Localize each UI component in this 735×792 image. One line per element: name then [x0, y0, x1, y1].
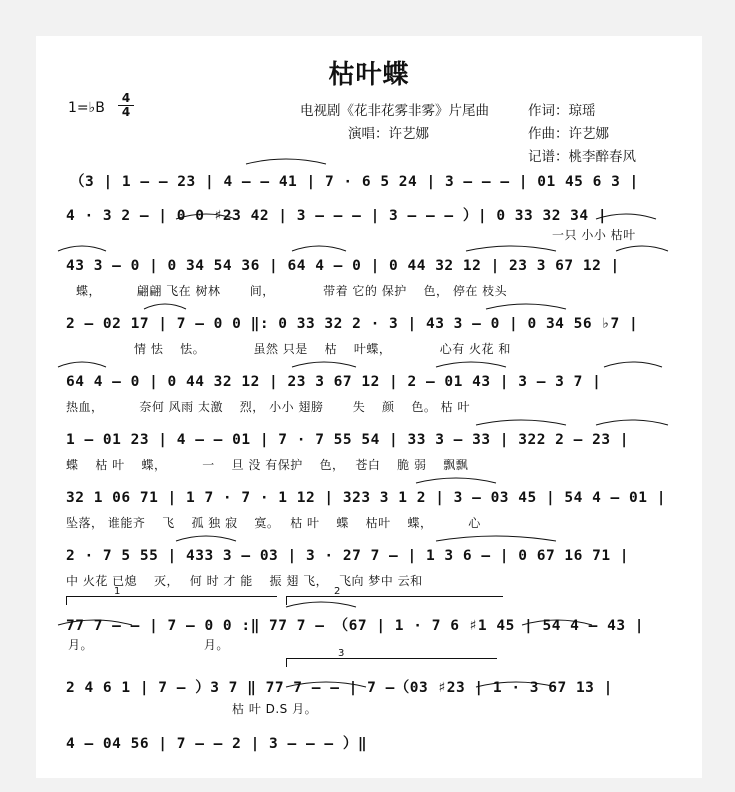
time-denominator: 4 — [118, 105, 134, 119]
volta-number-3: 3 — [338, 648, 345, 659]
system-lyrics-5: 热血， 奈何 风雨 太激 烈， 小小 翅膀 失 颜 色。 枯 叶 — [66, 400, 470, 414]
time-numerator: 4 — [121, 91, 131, 105]
slur-arc — [292, 362, 356, 367]
key-signature: 1=♭B — [68, 100, 105, 116]
slur-arc — [58, 620, 132, 625]
slur-arc — [476, 420, 566, 425]
slur-arc — [246, 159, 326, 164]
slur-arc — [176, 536, 236, 541]
system-lyrics-7: 坠落， 谁能齐 飞 孤 独 寂 寞。 枯 叶 蝶 枯叶 蝶， 心 — [66, 516, 481, 530]
transcriber-credit: 记谱：桃李醉春风 — [528, 149, 636, 165]
system-notes-6: 1 – 01 23 | 4 – – 01 | 7 · 7 55 54 | 33 3 – 33 | 322 2 – 23 | — [66, 432, 630, 448]
system-notes-10: 2 4 6 1 | 7 – ）3 7 ‖ 77 7 – – | 7 –（03 ♯23 | 1 · 3 67 13 | — [66, 680, 613, 696]
song-title: 枯叶蝶 — [328, 60, 410, 90]
system-lyrics-4: 情 怯 怯。 虽然 只是 枯 叶蝶， 心有 火花 和 — [134, 342, 511, 356]
system-notes-1: （3 | 1 – – 23 | 4 – – 41 | 7 · 6 5 24 | 3 – – – | 01 45 6 3 | — [70, 174, 639, 190]
slur-arc — [58, 246, 106, 251]
slur-arc — [604, 362, 662, 367]
slur-arc — [58, 362, 106, 367]
slur-arc — [144, 304, 186, 309]
system-lyrics-8: 中 火花 已熄 灭， 何 时 才 能 振 翅 飞， 飞向 梦中 云和 — [66, 574, 423, 588]
slur-arc — [616, 246, 668, 251]
slur-arc — [596, 420, 668, 425]
singer-credit: 演唱：许艺娜 — [348, 126, 429, 142]
system-notes-5: 64 4 – 0 | 0 44 32 12 | 23 3 67 12 | 2 – 01 43 | 3 – 3 7 | — [66, 374, 602, 390]
slur-arc — [466, 246, 556, 251]
system-lyrics-10: 枯 叶 D.S 月。 — [232, 702, 318, 716]
slur-arc — [476, 682, 556, 687]
slur-arc — [522, 620, 592, 625]
subtitle: 电视剧《花非花雾非雾》片尾曲 — [300, 103, 489, 119]
composer-credit: 作曲：许艺娜 — [528, 126, 609, 142]
system-notes-4: 2 – 02 17 | 7 – 0 0 ‖: 0 33 32 2 · 3 | 43 3 – 0 | 0 34 56 ♭7 | — [66, 316, 639, 332]
system-notes-2: 4 · 3 2 – | 0 0 ♯23 42 | 3 – – – | 3 – – – ）| 0 33 32 34 | — [66, 208, 608, 224]
score-sheet — [36, 36, 702, 778]
slur-arc — [436, 536, 556, 541]
system-notes-8: 2 · 7 5 55 | 433 3 – 03 | 3 · 27 7 – | 1 3 6 – | 0 67 16 71 | — [66, 548, 630, 564]
tie-slur-layer — [36, 36, 702, 778]
system-lyrics-3: 蝶， 翩翩 飞在 树林 间， 带着 它的 保护 色， 停在 枝头 — [76, 284, 508, 298]
slur-arc — [436, 362, 506, 367]
system-lyrics-9: 月。 月。 — [68, 638, 229, 652]
system-lyrics-6: 蝶 枯 叶 蝶， 一 旦 没 有保护 色， 苍白 脆 弱 飘飘 — [66, 458, 469, 472]
slur-arc — [596, 214, 656, 219]
slur-arc — [486, 304, 566, 309]
system-notes-9: 77 7 – – | 7 – 0 0 :‖ 77 7 – （67 | 1 · 7 6 ♯1 45 | 54 4 – 43 | — [66, 618, 645, 634]
volta-number-2: 2 — [334, 586, 341, 597]
slur-arc — [416, 478, 496, 483]
volta-number-1: 1 — [114, 586, 121, 597]
slur-arc — [176, 214, 236, 219]
system-notes-11: 4 – 04 56 | 7 – – 2 | 3 – – – ）‖ — [66, 736, 368, 752]
lyricist-credit: 作词：琼瑶 — [528, 103, 596, 119]
slur-arc — [286, 602, 356, 607]
system-notes-7: 32 1 06 71 | 1 7 · 7 · 1 12 | 323 3 1 2 | 3 – 03 45 | 54 4 – 01 | — [66, 490, 666, 506]
slur-arc — [292, 246, 346, 251]
system-lyrics-2: 一只 小小 枯叶 — [552, 228, 636, 242]
system-notes-3: 43 3 – 0 | 0 34 54 36 | 64 4 – 0 | 0 44 32 12 | 23 3 67 12 | — [66, 258, 620, 274]
slur-arc — [286, 682, 366, 687]
